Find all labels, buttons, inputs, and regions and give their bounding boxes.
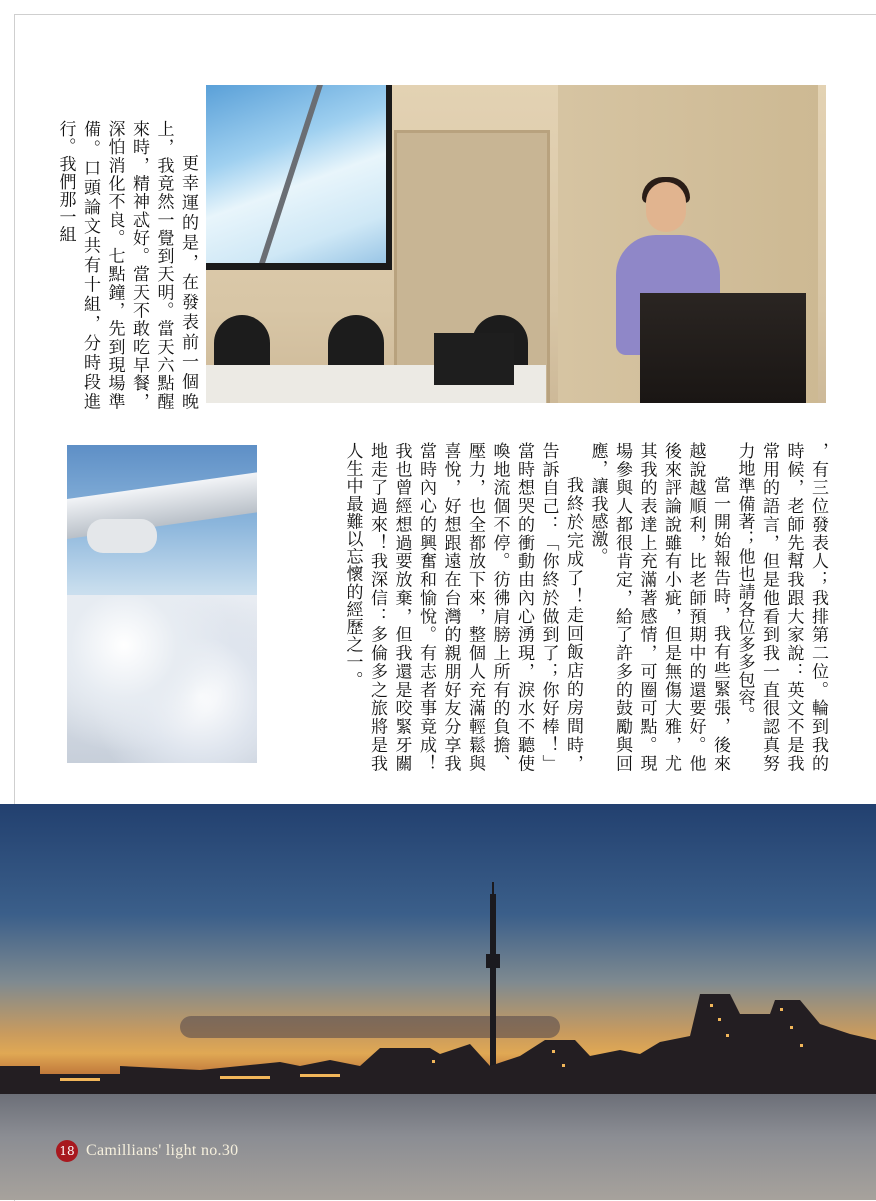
airplane-wing-clouds-photo [67, 445, 257, 763]
page-number: 18 [56, 1140, 78, 1162]
paragraph: 我終於完成了！走回飯店的房間時，告訴自己：「你終於做到了；你好棒！」當時想哭的衝動由內心湧現，淚水不聽使喚地流個不停。彷彿肩膀上所有的負擔、壓力，也全都放下來，整個人充滿輕鬆與喜悅，好想跟遠在台灣的親朋好友分享我當時內心的興奮和愉悅。有志者事竟成！我也曾經想過要放棄，但我還是咬緊牙關地走了過來！我深信：多倫多之旅將是我人生中最難以忘懷的經歷之一。 [342, 442, 583, 772]
paragraph: ，有三位發表人；我排第二位。輪到我的時候，老師先幫我跟大家說：英文不是我常用的語言，但是他看到我一直很認真努力地準備著；他也請各位多多包容。 [734, 442, 828, 772]
conference-presentation-photo [206, 85, 826, 403]
paragraph: 更幸運的是，在發表前一個晚上，我竟然一覺到天明。當天六點醒來時，精神忒好。當天不敢吃早餐，深怕消化不良。七點鐘，先到現場準備。口頭論文共有十組，分時段進行。我們那一組 [55, 120, 198, 410]
podium [640, 293, 806, 403]
page-footer [56, 1139, 238, 1163]
article-column-2 [230, 442, 830, 772]
magazine-title: Camillians' light no.30 [86, 1142, 239, 1159]
paragraph: 當一開始報告時，我有些緊張，後來越說越順利，比老師預期中的還要好。他後來評論說雖有小疵，但是無傷大雅，尤其我的表達上充滿著感情，可圈可點。現場參與人都很肯定，給了許多的鼓勵與回應，讓我感激。 [587, 442, 730, 772]
article-column-1 [55, 120, 200, 410]
